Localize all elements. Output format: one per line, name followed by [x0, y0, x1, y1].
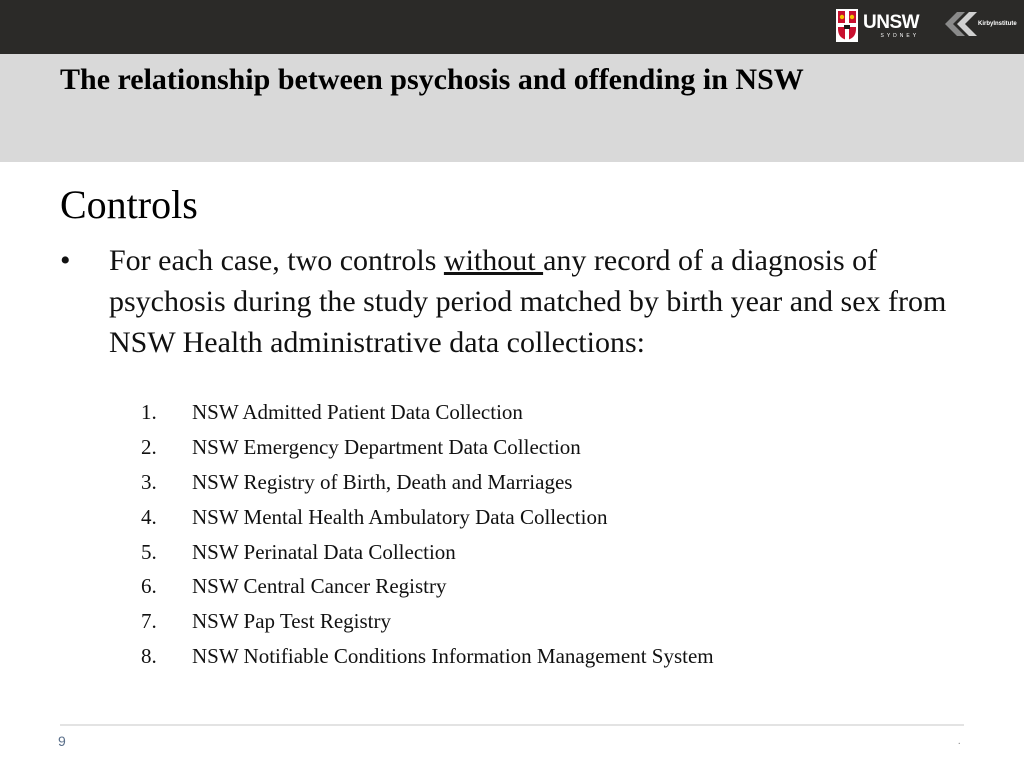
list-item — [141, 604, 714, 639]
list-item-text: NSW Mental Health Ambulatory Data Collection — [192, 504, 608, 529]
list-item-text: NSW Pap Test Registry — [192, 609, 392, 634]
unsw-sydney-label: SYDNEY — [880, 32, 920, 39]
list-item — [141, 639, 714, 674]
unsw-crest-icon — [836, 9, 858, 42]
list-item-text: NSW Perinatal Data Collection — [192, 539, 456, 564]
list-item-number: 7. — [141, 609, 157, 634]
kirby-k-icon — [945, 11, 977, 37]
bullet-text-part2: any record of a diagnosis of psychosis during the study period matched by birth year and sex from NSW Health administrative data collections: — [109, 244, 947, 359]
list-item — [141, 569, 714, 604]
list-item-text: NSW Notifiable Conditions Information Management System — [192, 644, 714, 669]
list-item — [141, 465, 714, 500]
list-item-number: 4. — [141, 504, 157, 529]
list-item-number: 2. — [141, 434, 157, 459]
list-item-text: NSW Registry of Birth, Death and Marriages — [192, 469, 573, 494]
list-item-text: NSW Central Cancer Registry — [192, 574, 447, 599]
list-item-number: 3. — [141, 469, 157, 494]
list-item-number: 1. — [141, 399, 157, 424]
unsw-logo — [836, 9, 919, 42]
list-item — [141, 535, 714, 570]
list-item-number: 5. — [141, 539, 157, 564]
list-item-text: NSW Emergency Department Data Collection — [192, 434, 581, 459]
list-item — [141, 500, 714, 535]
kirby-institute-wordmark: KirbyInstitute — [978, 21, 1017, 27]
bullet-text-underlined: without — [443, 244, 544, 277]
unsw-wordmark: UNSW — [863, 11, 920, 33]
list-item-number: 6. — [141, 574, 157, 599]
list-item-number: 8. — [141, 644, 157, 669]
kirby-institute-logo — [945, 11, 1017, 37]
bullet-paragraph — [60, 240, 960, 363]
bullet-text — [109, 240, 960, 363]
bullet-marker: • — [60, 244, 71, 277]
list-item — [141, 430, 714, 465]
slide-title: The relationship between psychosis and offending in NSW — [60, 63, 804, 96]
bullet-text-part1: For each case, two controls — [109, 244, 444, 277]
footer-divider — [60, 724, 964, 726]
list-item — [141, 395, 714, 430]
footer-dot: . — [958, 736, 961, 747]
section-heading: Controls — [60, 182, 198, 227]
top-bar — [0, 0, 1024, 54]
list-item-text: NSW Admitted Patient Data Collection — [192, 399, 523, 424]
page-number: 9 — [58, 733, 66, 749]
data-collections-list — [141, 395, 714, 674]
